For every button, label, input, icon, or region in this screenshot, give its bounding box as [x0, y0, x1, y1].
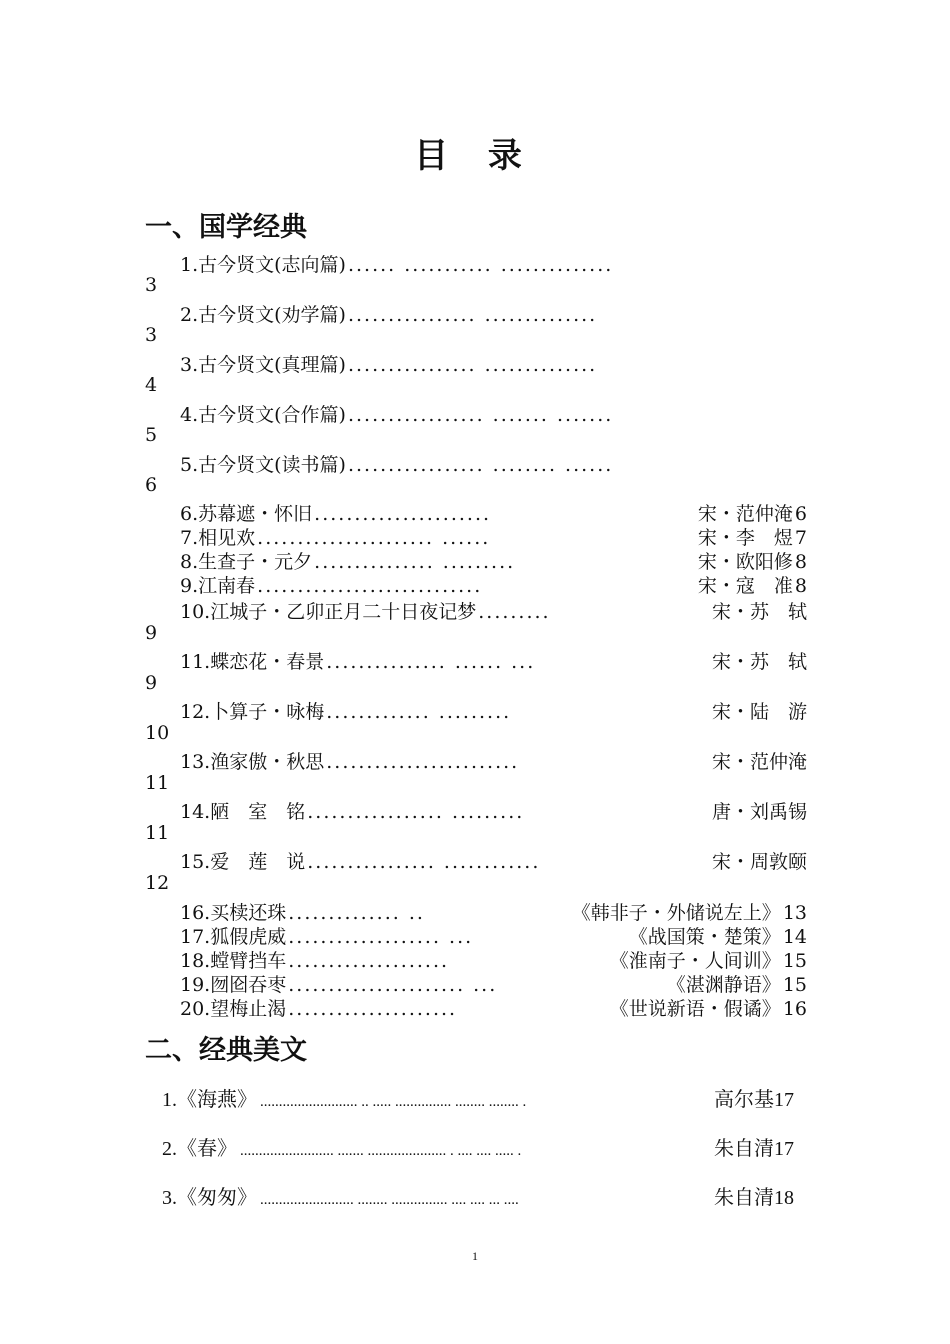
toc-number: 16. — [180, 902, 211, 924]
toc-page: 5 — [145, 424, 158, 446]
toc-entry[interactable] — [180, 571, 807, 595]
toc-page: 16 — [782, 998, 807, 1020]
toc-number: 6. — [180, 503, 199, 525]
toc-number: 14. — [180, 801, 211, 823]
toc-page: 11 — [145, 822, 170, 844]
toc-page: 15 — [782, 974, 807, 996]
toc-number: 4. — [180, 404, 199, 426]
toc-entry[interactable] — [180, 547, 807, 571]
toc-entry[interactable] — [162, 1181, 794, 1207]
toc-entry[interactable] — [180, 300, 807, 324]
toc-author: 宋・范仲淹 — [697, 503, 793, 525]
toc-entry[interactable] — [180, 946, 807, 970]
toc-author: 朱自清 — [714, 1187, 774, 1209]
toc-number: 12. — [180, 701, 211, 723]
toc-author: 《淮南子・人间训》 — [609, 950, 781, 972]
toc-leader: .......................... .. ..... ............... ........ ........ . — [260, 1094, 527, 1110]
toc-entry[interactable] — [180, 597, 807, 621]
toc-leader: ......................... ........ ............... .... .... ... .... — [260, 1192, 519, 1208]
toc-page: 6 — [794, 503, 807, 525]
toc-title: 古今贤文(劝学篇) — [198, 304, 346, 326]
toc-number: 7. — [180, 527, 199, 549]
toc-entry[interactable] — [180, 847, 807, 871]
toc-entry[interactable] — [180, 970, 807, 994]
toc-title: 蝶恋花・春景 — [210, 651, 325, 673]
toc-leader: ................ .............. — [347, 354, 598, 376]
page-title: 目 录 — [414, 136, 536, 176]
toc-title: 囫囵吞枣 — [210, 974, 287, 996]
toc-page: 17 — [774, 1089, 794, 1111]
toc-leader: ................. ........ ...... — [347, 454, 614, 476]
toc-number: 20. — [180, 998, 211, 1020]
toc-title: 狐假虎威 — [210, 926, 287, 948]
toc-leader: ......................... ....... ..................... . .... .... ..... . — [240, 1143, 522, 1159]
toc-number: 19. — [180, 974, 211, 996]
toc-leader: ..................... — [288, 998, 458, 1020]
toc-page: 13 — [782, 902, 807, 924]
toc-page: 3 — [145, 274, 158, 296]
toc-entry[interactable] — [180, 797, 807, 821]
toc-number: 5. — [180, 454, 199, 476]
toc-leader: ...................... ...... — [257, 527, 491, 549]
toc-leader: ............... ...... ... — [326, 651, 536, 673]
toc-title: 生查子・元夕 — [198, 551, 313, 573]
toc-entry[interactable] — [162, 1083, 794, 1109]
toc-author: 宋・欧阳修 — [697, 551, 793, 573]
toc-title: 古今贤文(真理篇) — [198, 354, 346, 376]
toc-author: 《世说新语・假谲》 — [609, 998, 781, 1020]
toc-number: 1. — [180, 254, 199, 276]
toc-title: 江城子・乙卯正月二十日夜记梦 — [210, 601, 477, 623]
toc-page: 15 — [782, 950, 807, 972]
toc-number: 9. — [180, 575, 199, 597]
toc-number: 17. — [180, 926, 211, 948]
toc-entry[interactable] — [180, 250, 807, 274]
toc-leader: ................ ............ — [307, 851, 541, 873]
toc-title: 古今贤文(合作篇) — [198, 404, 346, 426]
toc-leader: .............. .. — [288, 902, 425, 924]
toc-entry[interactable] — [180, 898, 807, 922]
toc-title: 苏幕遮・怀旧 — [198, 503, 313, 525]
toc-entry[interactable] — [180, 523, 807, 547]
toc-author: 宋・周敦颐 — [711, 851, 807, 873]
toc-leader: ...................... ... — [288, 974, 498, 996]
toc-title: 古今贤文(读书篇) — [198, 454, 346, 476]
toc-page: 9 — [145, 672, 158, 694]
toc-number: 3. — [162, 1187, 177, 1209]
toc-leader: ........................ — [326, 751, 520, 773]
toc-leader: ............... ......... — [314, 551, 516, 573]
toc-entry[interactable] — [180, 499, 807, 523]
toc-page: 10 — [145, 722, 170, 744]
toc-page: 18 — [774, 1187, 794, 1209]
toc-number: 2. — [162, 1138, 177, 1160]
toc-leader: ................... ... — [288, 926, 474, 948]
toc-leader: ................ .............. — [347, 304, 598, 326]
toc-title: 江南春 — [198, 575, 256, 597]
toc-author: 宋・苏 轼 — [711, 601, 807, 623]
toc-author: 宋・寇 准 — [697, 575, 793, 597]
toc-number: 1. — [162, 1089, 177, 1111]
toc-entry[interactable] — [180, 647, 807, 671]
toc-page: 7 — [794, 527, 807, 549]
toc-title: 望梅止渴 — [210, 998, 287, 1020]
toc-author: 《韩非子・外储说左上》 — [571, 902, 781, 924]
toc-leader: ................. ....... ....... — [347, 404, 614, 426]
toc-title: 古今贤文(志向篇) — [198, 254, 346, 276]
toc-leader: ................. ......... — [307, 801, 525, 823]
toc-title: 相见欢 — [198, 527, 256, 549]
toc-author: 《战国策・楚策》 — [628, 926, 781, 948]
page-number: 1 — [472, 1249, 478, 1263]
toc-author: 朱自清 — [714, 1138, 774, 1160]
toc-page: 11 — [145, 772, 170, 794]
toc-author: 宋・范仲淹 — [711, 751, 807, 773]
toc-entry[interactable] — [180, 994, 807, 1018]
toc-page: 14 — [782, 926, 807, 948]
toc-number: 2. — [180, 304, 199, 326]
toc-author: 唐・刘禹锡 — [711, 801, 807, 823]
toc-page: 6 — [145, 474, 158, 496]
toc-entry[interactable] — [180, 400, 807, 424]
toc-author: 宋・苏 轼 — [711, 651, 807, 673]
toc-leader: ...... ........... .............. — [347, 254, 614, 276]
toc-author: 高尔基 — [714, 1089, 774, 1111]
toc-entry[interactable] — [180, 450, 807, 474]
toc-title: 《海燕》 — [177, 1089, 257, 1111]
toc-title: 卜算子・咏梅 — [210, 701, 325, 723]
toc-number: 13. — [180, 751, 211, 773]
toc-title: 陋 室 铭 — [210, 801, 306, 823]
toc-author: 宋・李 煜 — [697, 527, 793, 549]
toc-entry[interactable] — [180, 747, 807, 771]
toc-title: 爱 莲 说 — [210, 851, 306, 873]
toc-leader: ...................... — [314, 503, 492, 525]
toc-title: 买椟还珠 — [210, 902, 287, 924]
section-title-guoxue: 一、国学经典 — [145, 212, 307, 243]
toc-entry[interactable] — [180, 350, 807, 374]
toc-page: 8 — [794, 551, 807, 573]
toc-author: 宋・陆 游 — [711, 701, 807, 723]
toc-page: 9 — [145, 622, 158, 644]
toc-number: 3. — [180, 354, 199, 376]
toc-title: 《匆匆》 — [177, 1187, 257, 1209]
toc-number: 11. — [180, 651, 211, 673]
section-title-meiwen: 二、经典美文 — [145, 1035, 307, 1066]
toc-leader: ............. ......... — [326, 701, 512, 723]
toc-leader: .................... — [288, 950, 450, 972]
toc-page: 8 — [794, 575, 807, 597]
toc-leader: ............................ — [257, 575, 483, 597]
toc-page: 12 — [145, 872, 170, 894]
toc-title: 螳臂挡车 — [210, 950, 287, 972]
toc-page: 17 — [774, 1138, 794, 1160]
toc-number: 18. — [180, 950, 211, 972]
toc-number: 8. — [180, 551, 199, 573]
toc-entry[interactable] — [180, 697, 807, 721]
toc-entry[interactable] — [162, 1132, 794, 1158]
toc-author: 《湛渊静语》 — [666, 974, 781, 996]
toc-leader: ......... — [478, 601, 551, 623]
toc-title: 《春》 — [177, 1138, 237, 1160]
toc-title: 渔家傲・秋思 — [210, 751, 325, 773]
toc-number: 10. — [180, 601, 211, 623]
toc-page: 4 — [145, 374, 158, 396]
toc-page: 3 — [145, 324, 158, 346]
toc-entry[interactable] — [180, 922, 807, 946]
toc-number: 15. — [180, 851, 211, 873]
